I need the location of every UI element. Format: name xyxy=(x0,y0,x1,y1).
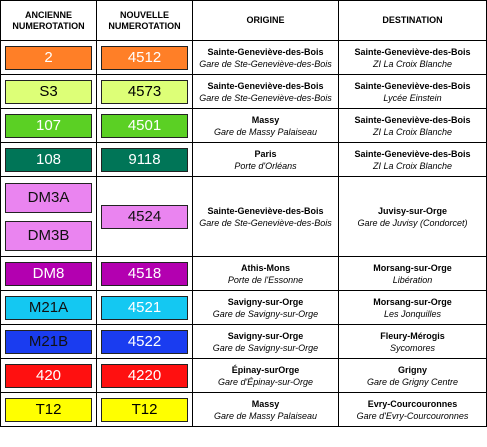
old-number-cell xyxy=(1,177,97,257)
old-line-badge: M21B xyxy=(5,330,92,354)
origin-cell xyxy=(193,143,339,177)
new-line-badge: 4522 xyxy=(101,330,188,354)
origin-stop: Gare de Ste-Geneviève-des-Bois xyxy=(199,92,332,103)
origin-cell xyxy=(193,393,339,427)
destination-stop: Libération xyxy=(392,274,433,285)
destination-stop: Lycée Einstein xyxy=(383,92,442,103)
table-row xyxy=(1,109,487,143)
old-line-badge: 2 xyxy=(5,46,92,70)
destination-city: Evry-Courcouronnes xyxy=(367,398,458,409)
destination-stop: ZI La Croix Blanche xyxy=(372,58,453,69)
destination-cell xyxy=(339,257,487,291)
table-row xyxy=(1,393,487,427)
origin-city: Sainte-Geneviève-des-Bois xyxy=(207,80,324,91)
header-row xyxy=(1,1,487,41)
destination-city: Sainte-Geneviève-des-Bois xyxy=(354,114,471,125)
old-line-badge: 107 xyxy=(5,114,92,138)
destination-cell xyxy=(339,325,487,359)
destination-stop: Les Jonquilles xyxy=(383,308,442,319)
old-number-cell xyxy=(1,393,97,427)
origin-city: Massy xyxy=(251,114,280,125)
old-number-cell xyxy=(1,291,97,325)
old-line-badge: S3 xyxy=(5,80,92,104)
new-number-cell xyxy=(97,109,193,143)
new-line-badge: 4573 xyxy=(101,80,188,104)
destination-city: Morsang-sur-Orge xyxy=(373,296,452,307)
old-line-badge: 420 xyxy=(5,364,92,388)
old-number-cell xyxy=(1,75,97,109)
origin-cell xyxy=(193,109,339,143)
new-line-badge: 4521 xyxy=(101,296,188,320)
destination-stop: Sycomores xyxy=(389,342,435,353)
table-row xyxy=(1,359,487,393)
new-number-cell xyxy=(97,257,193,291)
origin-city: Paris xyxy=(254,148,277,159)
old-line-badge: 108 xyxy=(5,148,92,172)
table-row xyxy=(1,177,487,257)
destination-cell xyxy=(339,291,487,325)
destination-stop: Gare d'Evry-Courcouronnes xyxy=(356,410,469,421)
origin-stop: Porte de l'Essonne xyxy=(227,274,304,285)
new-number-cell xyxy=(97,177,193,257)
table-row xyxy=(1,143,487,177)
old-number-cell xyxy=(1,325,97,359)
origin-stop: Gare de Ste-Geneviève-des-Bois xyxy=(199,217,332,228)
origin-stop: Gare de Ste-Geneviève-des-Bois xyxy=(199,58,332,69)
header-origin: ORIGINE xyxy=(193,1,339,41)
destination-cell xyxy=(339,393,487,427)
table-row xyxy=(1,325,487,359)
destination-cell xyxy=(339,41,487,75)
destination-city: Sainte-Geneviève-des-Bois xyxy=(354,80,471,91)
header-old-number: ANCIENNE NUMEROTATION xyxy=(1,1,97,41)
old-number-cell xyxy=(1,41,97,75)
origin-cell xyxy=(193,359,339,393)
old-number-cell xyxy=(1,109,97,143)
destination-cell xyxy=(339,177,487,257)
destination-cell xyxy=(339,359,487,393)
old-number-cell xyxy=(1,257,97,291)
new-line-badge: 4501 xyxy=(101,114,188,138)
destination-cell xyxy=(339,75,487,109)
destination-stop: ZI La Croix Blanche xyxy=(372,126,453,137)
origin-stop: Gare d'Épinay-sur-Orge xyxy=(217,376,314,387)
origin-city: Athis-Mons xyxy=(241,262,290,273)
origin-stop: Gare de Massy Palaiseau xyxy=(213,126,318,137)
destination-stop: Gare de Grigny Centre xyxy=(366,376,459,387)
old-line-badge: DM3B xyxy=(5,221,92,251)
origin-city: Sainte-Geneviève-des-Bois xyxy=(207,46,324,57)
table-row xyxy=(1,41,487,75)
new-number-cell xyxy=(97,41,193,75)
destination-cell xyxy=(339,109,487,143)
destination-city: Juvisy-sur-Orge xyxy=(377,205,448,216)
old-line-badge: M21A xyxy=(5,296,92,320)
origin-stop: Gare de Massy Palaiseau xyxy=(213,410,318,421)
origin-city: Sainte-Geneviève-des-Bois xyxy=(207,205,324,216)
destination-stop: ZI La Croix Blanche xyxy=(372,160,453,171)
old-line-badge: DM8 xyxy=(5,262,92,286)
origin-city: Massy xyxy=(251,398,280,409)
origin-stop: Gare de Savigny-sur-Orge xyxy=(212,308,319,319)
new-number-cell xyxy=(97,393,193,427)
destination-city: Sainte-Geneviève-des-Bois xyxy=(354,46,471,57)
destination-city: Morsang-sur-Orge xyxy=(373,262,452,273)
new-number-cell xyxy=(97,325,193,359)
new-number-cell xyxy=(97,291,193,325)
old-number-cell xyxy=(1,143,97,177)
header-destination: DESTINATION xyxy=(339,1,487,41)
new-number-cell xyxy=(97,75,193,109)
new-line-badge: 4518 xyxy=(101,262,188,286)
old-line-badge: T12 xyxy=(5,398,92,422)
destination-city: Sainte-Geneviève-des-Bois xyxy=(354,148,471,159)
table-row xyxy=(1,75,487,109)
origin-cell xyxy=(193,75,339,109)
origin-cell xyxy=(193,291,339,325)
origin-city: Savigny-sur-Orge xyxy=(227,296,304,307)
new-line-badge: 4524 xyxy=(101,205,188,229)
origin-cell xyxy=(193,257,339,291)
destination-cell xyxy=(339,143,487,177)
table-row xyxy=(1,291,487,325)
origin-stop: Porte d'Orléans xyxy=(234,160,297,171)
destination-city: Grigny xyxy=(397,364,427,375)
origin-stop: Gare de Savigny-sur-Orge xyxy=(212,342,319,353)
new-line-badge: 4512 xyxy=(101,46,188,70)
new-line-badge: 4220 xyxy=(101,364,188,388)
table-row xyxy=(1,257,487,291)
destination-city: Fleury-Mérogis xyxy=(380,330,445,341)
new-line-badge: T12 xyxy=(101,398,188,422)
old-number-cell xyxy=(1,359,97,393)
origin-cell xyxy=(193,177,339,257)
new-number-cell xyxy=(97,143,193,177)
new-number-cell xyxy=(97,359,193,393)
new-line-badge: 9118 xyxy=(101,148,188,172)
destination-stop: Gare de Juvisy (Condorcet) xyxy=(357,217,468,228)
origin-cell xyxy=(193,41,339,75)
old-line-badge: DM3A xyxy=(5,183,92,213)
origin-city: Épinay-surOrge xyxy=(231,364,300,375)
header-new-number: NOUVELLE NUMEROTATION xyxy=(97,1,193,41)
origin-cell xyxy=(193,325,339,359)
origin-city: Savigny-sur-Orge xyxy=(227,330,304,341)
